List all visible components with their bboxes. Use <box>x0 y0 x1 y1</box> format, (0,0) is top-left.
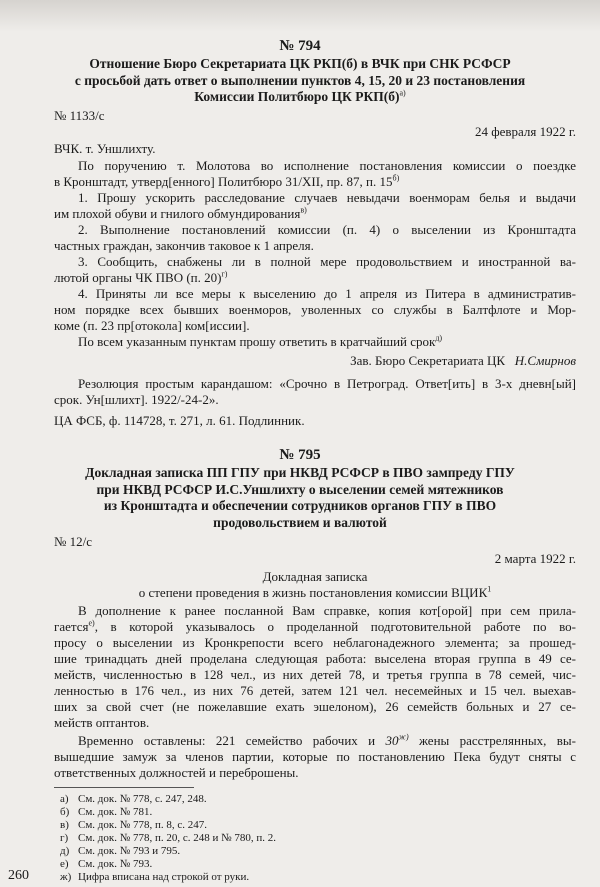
footnote: е) См. док. № 793. <box>60 858 153 870</box>
signature-name: Н.Смирнов <box>514 353 576 368</box>
body-line: в Кронштадт, утверд[енного] Политбюро 31/XII, пр. 87, п. $15^{б)}$ <box>54 173 400 189</box>
doc-795-number: № 795 <box>279 447 321 463</box>
body-line: По поручению т. Молотова во исполнение постановления комиссии о поездке <box>78 158 576 173</box>
footnote: г) См. док. № 778, п. 20, с. 248 и № 780, п. 2. <box>60 832 277 844</box>
doc-795-heading: Докладная записка <box>262 569 368 584</box>
doc-794-ref-number: № 1133/с <box>54 108 105 123</box>
body-line: 3. Сообщить, снабжены ли в полной мере продовольствием и иностранной ва- <box>78 254 576 269</box>
handwritten-number: 30 <box>385 733 399 748</box>
doc-794-title <box>30 56 570 106</box>
title-line: Комиссии Политбюро ЦК $РКП(б)^{а)}$ <box>194 88 406 104</box>
body-line: По всем указанным пунктам прошу ответить в кратчайший срок$^{д)}$ <box>78 333 443 349</box>
footnote: ж) Цифра вписана над строкой от руки. <box>60 871 250 883</box>
body-line: мейств, численностью в 128 чел., из них детей 78, и третья группа в 78 семей, чис- <box>54 667 576 682</box>
resolution-line: Резолюция простым карандашом: «Срочно в Петроград. Ответ[ить] в 3-х дневн[ый] <box>78 376 576 391</box>
title-line: с просьбой дать ответ о выполнении пунктов 4, 15, 20 и 23 постановления <box>74 72 526 88</box>
title-line: Отношение Бюро Секретариата ЦК РКП(б) в ВЧК при СНК РСФСР <box>89 56 511 71</box>
doc-794-addressee: ВЧК. т. Уншлихту. <box>54 141 156 156</box>
body-line: просу о выселении из Кронкрепости всего неблагонадежного элемента; за прошед- <box>54 635 576 650</box>
doc-794-date: 24 февраля 1922 г. <box>474 124 576 139</box>
footnote: а) См. док. № 778, с. 247, 248. <box>60 793 207 805</box>
doc-795-date: 2 марта 1922 г. <box>494 551 576 566</box>
title-line: при НКВД РСФСР И.С.Уншлихту о выселении семей мятежников <box>96 481 504 497</box>
resolution-line: срок. Ун[шлихт]. 1922/-24-2». <box>54 392 219 407</box>
body-line: гается$^{е)}$, в которой указывалось о проделанной подготовительной работе по во- <box>54 618 576 634</box>
body-line: ответственных должностей и переброшены. <box>54 765 299 780</box>
title-line: продовольствием и валютой <box>213 514 387 530</box>
body-line: коме (п. 23 пр[отокола] ком[иссии]. <box>54 318 250 333</box>
body-line: им плохой обуви и гнилого обмундирования$^{в)}$ <box>54 205 307 221</box>
doc-794-signature <box>54 353 576 369</box>
title-line: из Кронштадта и обеспечении сотрудников органов ГПУ в ПВО <box>103 498 497 513</box>
body-line: ших за свой счет (не пожелавшие ехать эшелоном), 26 семейств больных и 27 се- <box>54 699 576 714</box>
footnote: в) См. док. № 778, п. 8, с. 247. <box>60 819 208 831</box>
body-line: лютой органы ЧК ПВО (п. 20)$^{г)}$ <box>54 269 228 285</box>
footnote: б) См. док. № 781. <box>60 806 153 818</box>
doc-794-number: № 794 <box>279 38 321 54</box>
body-line: вышедшие замуж за членов партии, которые по постановлению Пека будут сняты с <box>54 749 576 764</box>
body-line: 1. Прошу ускорить расследование случаев невыдачи военморам белья и выдачи <box>78 190 576 205</box>
doc-795-subheading: о степени проведения в жизнь постановления комиссии ВЦИК$^1$ <box>138 584 492 600</box>
body-line: мейств оптантов. <box>54 715 150 730</box>
doc-795-ref-number: № 12/с <box>54 534 93 549</box>
footnote: д) См. док. № 793 и 795. <box>60 845 181 857</box>
body-line: шие тринадцать дней проделана следующая работа: выселена вторая группа в 49 се- <box>54 651 576 666</box>
scan-shadow <box>0 0 600 32</box>
body-line: 4. Приняты ли все меры к выселению до 1 апреля из Питера в административ- <box>78 286 576 301</box>
title-line: Докладная записка ПП ГПУ при НКВД РСФСР в ПВО зампреду ГПУ <box>85 465 515 480</box>
page-number: 260 <box>8 868 29 883</box>
body-line: ленностью в 176 чел., из них 76 детей, затем 121 чел. несемейных и 15 чел. выехав- <box>54 683 576 698</box>
doc-794-archive: ЦА ФСБ, ф. 114728, т. 271, л. 61. Подлинник. <box>54 413 305 428</box>
body-line: частных граждан, закончив таковое к 1 апреля. <box>54 238 314 253</box>
body-line: ном порядке всех бывших военморов, уволенных со службы в Балтфлоте и Мор- <box>54 302 576 317</box>
footnote-divider <box>54 787 194 788</box>
doc-795-title <box>30 465 570 531</box>
body-line: 2. Выполнение постановлений комиссии (п. 4) о выселении из Кронштадта <box>78 222 576 237</box>
body-line: Временно оставлены: 221 семейство рабочих и $30^{ж)}$ жены расстрелянных, вы- <box>78 732 576 748</box>
body-line: В дополнение к ранее посланной Вам справке, копия кот[орой] при сем прила- <box>78 603 576 618</box>
signature-position: Зав. Бюро Секретариата ЦК <box>350 353 506 368</box>
